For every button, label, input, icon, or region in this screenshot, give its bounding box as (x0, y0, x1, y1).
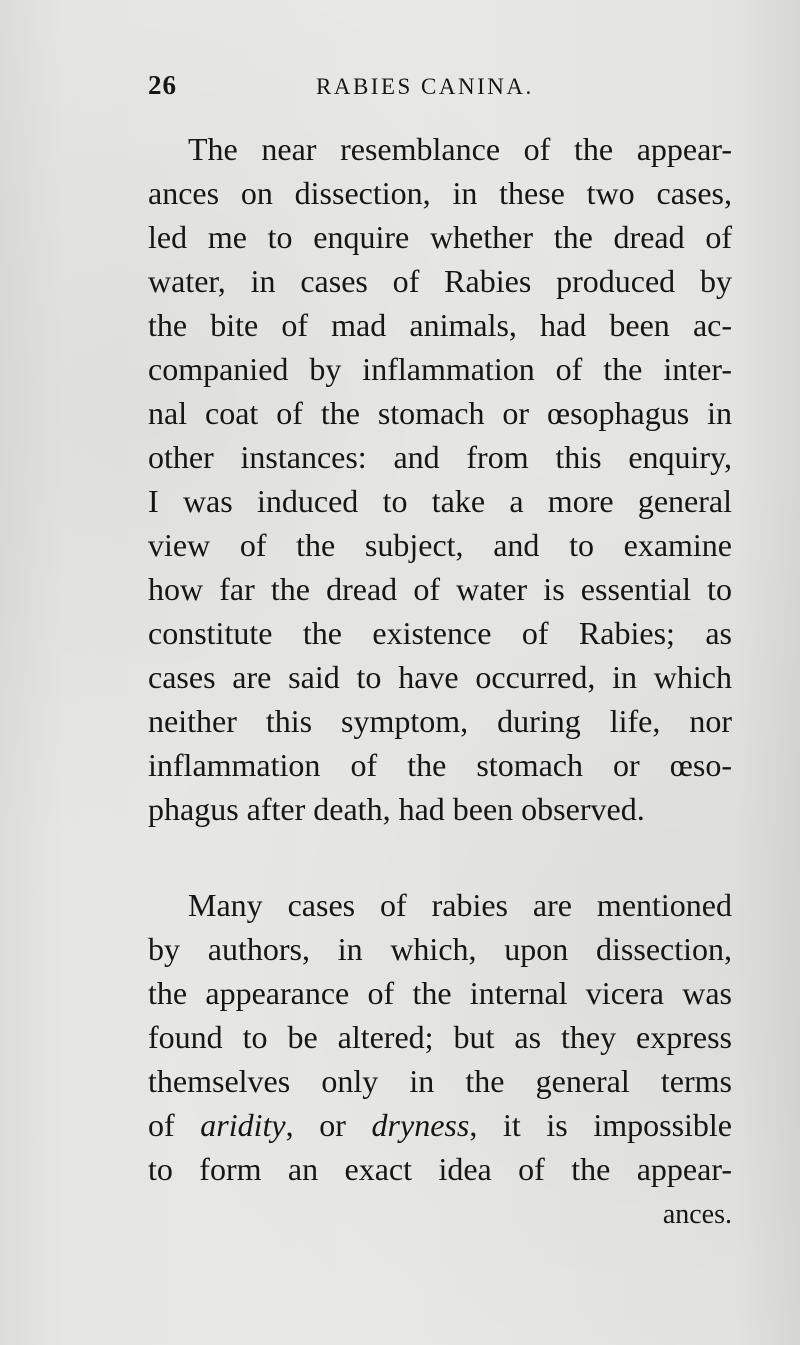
text-line-with-italics: of aridity, or dryness, it is impossible (148, 1107, 733, 1143)
text-line: water, in cases of Rabies produced by (148, 263, 732, 299)
text-line: cases are said to have occurred, in which (148, 659, 732, 695)
page-header (148, 70, 728, 110)
catchword: ances. (662, 1199, 732, 1230)
running-title: RABIES CANINA. (316, 74, 534, 99)
text-line: ances on dissection, in these two cases, (148, 175, 732, 211)
italic-word: aridity (200, 1107, 286, 1143)
text-line: The near resemblance of the appear- (188, 131, 732, 167)
text-line: how far the dread of water is essential to (148, 571, 732, 607)
text-line: the appearance of the internal vicera was (148, 975, 732, 1011)
italic-word: dryness (371, 1107, 470, 1143)
text-line: neither this symptom, during life, nor (148, 703, 732, 739)
text-line: I was induced to take a more general (148, 483, 732, 519)
text-line: constitute the existence of Rabies; as (148, 615, 732, 651)
page-number: 26 (148, 70, 177, 100)
text-line: by authors, in which, upon dissection, (148, 931, 732, 967)
text-line: Many cases of rabies are mentioned (188, 887, 732, 923)
text-line: other instances: and from this enquiry, (148, 439, 732, 475)
text-line: the bite of mad animals, had been ac- (148, 307, 732, 343)
text-line: inflammation of the stomach or œso- (148, 747, 732, 783)
text-line: to form an exact idea of the appear- (148, 1151, 732, 1187)
text-line: phagus after death, had been observed. (148, 791, 645, 827)
text-line: nal coat of the stomach or œsophagus in (148, 395, 732, 431)
text-line: companied by inflammation of the inter- (148, 351, 732, 387)
text-line: led me to enquire whether the dread of (148, 219, 732, 255)
text-line: themselves only in the general terms (148, 1063, 732, 1099)
text-line: view of the subject, and to examine (148, 527, 732, 563)
text-line: found to be altered; but as they express (148, 1019, 732, 1055)
